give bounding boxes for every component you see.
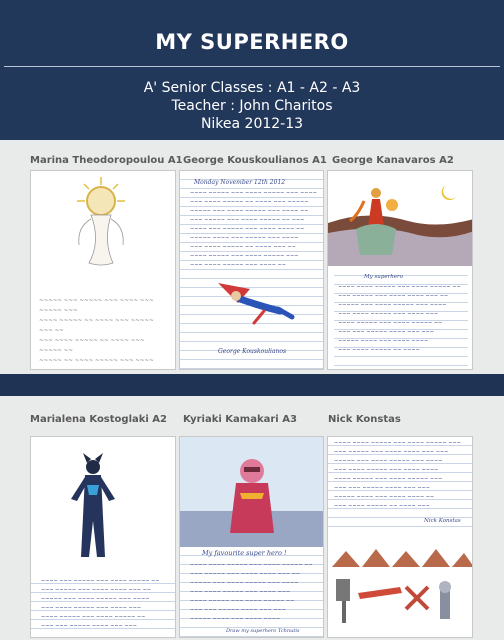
drawing-kyriaki <box>179 436 324 638</box>
drawing-george-kanavaros <box>327 170 473 370</box>
superhero-drawing-flying <box>180 171 324 370</box>
header-banner <box>0 0 504 140</box>
essay-text-george-kouskoulianos: ~~~~ ~~~~~ ~~~ ~~~~ ~~~~~ ~~~ ~~~~ ~~~ ~~~~ ~~~~~ ~~ ~~~~ ~~~ ~~~~~ ~~~~~ ~~~ ~~~~ ~~~~~ ~~~ ~~~~ ~~ ~~~ ~~~~~ ~~~ ~~~~ ~~~~~ ~~ ~~~ ~~~~ ~~~ ~~~~~ ~~~ ~~~~ ~~~~ ~~ ~~~~~ ~~~~ ~~~ ~~~~~ ~~~ ~~~~ ~~~ ~~~~ ~~~~~ ~~ ~~~~ ~~~ ~~ ~~~~ ~~~~~ ~~~ ~~~~ ~~~~~ ~~~ ~~~ ~~~~ ~~~~~ ~~~ ~~~~ ~~ <box>190 190 317 268</box>
essay-signature: Nick Konstas <box>424 518 461 524</box>
essay-signature: George Kouskoulianos <box>218 348 287 355</box>
classes-line: A' Senior Classes : A1 - A2 - A3 <box>143 80 361 96</box>
superhero-drawing-pink <box>180 437 324 547</box>
teacher-line: Teacher : John Charitos <box>171 98 333 114</box>
essay-panel-marialena <box>31 575 176 638</box>
drawing-george-kouskoulianos <box>179 170 324 370</box>
essay-panel-nick <box>328 437 473 527</box>
essay-text-marina: ~~~~~ ~~~ ~~~~~ ~~~ ~~~~ ~~~ ~~~~~ ~~~ ~~~~ ~~~~~ ~~ ~~~~ ~~~ ~~~~~ ~~~ ~~ ~~~ ~~~~ ~~~~~ ~~ ~~~~ ~~~ ~~~~~ ~~ ~~~~~ ~~ ~~~~ ~~~~~ ~~~ ~~~~ <box>39 298 154 364</box>
row-2 <box>0 396 504 640</box>
row-separator <box>0 374 504 396</box>
row-1 <box>0 140 504 374</box>
superhero-drawing-fire <box>328 171 473 266</box>
student-name-george-kouskoulianos: George Kouskoulianos A1 <box>183 155 327 166</box>
student-name-nick: Nick Konstas <box>328 414 401 425</box>
essay-date: Monday November 12th 2012 <box>194 179 286 186</box>
drawing-nick <box>327 436 473 638</box>
essay-heading: My superhero <box>364 274 403 280</box>
student-name-kyriaki: Kyriaki Kamakari A3 <box>183 414 297 425</box>
essay-signature: Draw my superhero Tchnutis <box>226 628 300 634</box>
essay-panel-kanavaros <box>334 267 468 367</box>
essay-text-kanavaros: ~~~~ ~~~~ ~~~~~ ~~~ ~~~~ ~~~~~ ~~ ~~~ ~~~~~ ~~~ ~~~~ ~~~~ ~~~ ~~ ~~~~~ ~~~ ~~~~ ~~~~~ ~~~ ~~~~ ~~~ ~~~~ ~~~~~ ~~~ ~~~~ ~~~ ~~~~ ~~~~~ ~~~ ~~~~ ~~~~~ ~~ ~~~ ~~~ ~~~~~ ~~~~ ~~~ ~~~ ~~~~~ ~~~~ ~~~ ~~~~ ~~~~ ~~~ ~~~~ ~~~~~ ~~ ~~~~ <box>338 284 461 353</box>
essay-text-kyriaki: ~~~~ ~~~~ ~~~~~ ~~~ ~~~~ ~~~~~ ~~ ~~~ ~~~~~ ~~~ ~~~~ ~~~~ ~~~ ~~ ~~~~~ ~~~ ~~~~ ~~~~~ ~~~ ~~~~ ~~~ ~~~~ ~~~~~ ~~~ ~~~~ ~~~ ~~~~ ~~~~~ ~~~ ~~~~ ~~~~~ ~~ ~~~ ~~~ ~~~~~ ~~~~ ~~~ ~~~ ~~~~~ ~~~~ ~~~ ~~~~ ~~~~ <box>190 562 313 622</box>
essay-heading: My favourite super hero ! <box>202 549 287 557</box>
essay-text-nick: ~~~~ ~~~~ ~~~~~ ~~~ ~~~~ ~~~~~ ~~~ ~~~ ~~~~~ ~~~ ~~~~ ~~~~ ~~~ ~~~ ~~~~~ ~~~ ~~~~ ~~~~~ ~~~ ~~~~ ~~~ ~~~~ ~~~~~ ~~~ ~~~~ ~~~~ ~~~~ ~~~~~ ~~~ ~~~~ ~~~~~ ~~~ ~~~ ~~~ ~~~~~ ~~~~ ~~~ ~~~ ~~~~~ ~~~~ ~~~ ~~~~ ~~~~ ~~ ~~~ ~~~~ ~~~~~ ~~ ~~~~ ~~~ <box>334 440 461 509</box>
student-name-marialena: Marialena Kostoglaki A2 <box>30 414 168 425</box>
page-title: MY SUPERHERO <box>155 30 349 54</box>
essay-text-marialena: ~~~~ ~~~ ~~~~~ ~~~ ~~~~ ~~~~~ ~~ ~~~ ~~~~~ ~~~ ~~~~ ~~~~ ~~~ ~~ ~~~~~ ~~~ ~~~~ ~~~~~ ~~~ ~~~~ ~~~ ~~~~ ~~~~~ ~~~ ~~~~ ~~~ ~~~~ ~~~~~ ~~~ ~~~~ ~~~~~ ~~ ~~~ ~~~ ~~~~~ ~~~~ ~~~ ~~~ <box>41 578 160 629</box>
header-divider <box>4 66 500 67</box>
superhero-drawing-tools <box>328 527 473 638</box>
student-name-marina: Marina Theodoropoulou A1 <box>30 155 183 166</box>
school-year-line: Nikea 2012-13 <box>200 116 304 132</box>
essay-panel-kyriaki <box>180 547 324 638</box>
drawing-marina <box>30 170 176 370</box>
student-name-george-kanavaros: George Kanavaros A2 <box>332 155 454 166</box>
drawing-marialena <box>30 436 176 638</box>
